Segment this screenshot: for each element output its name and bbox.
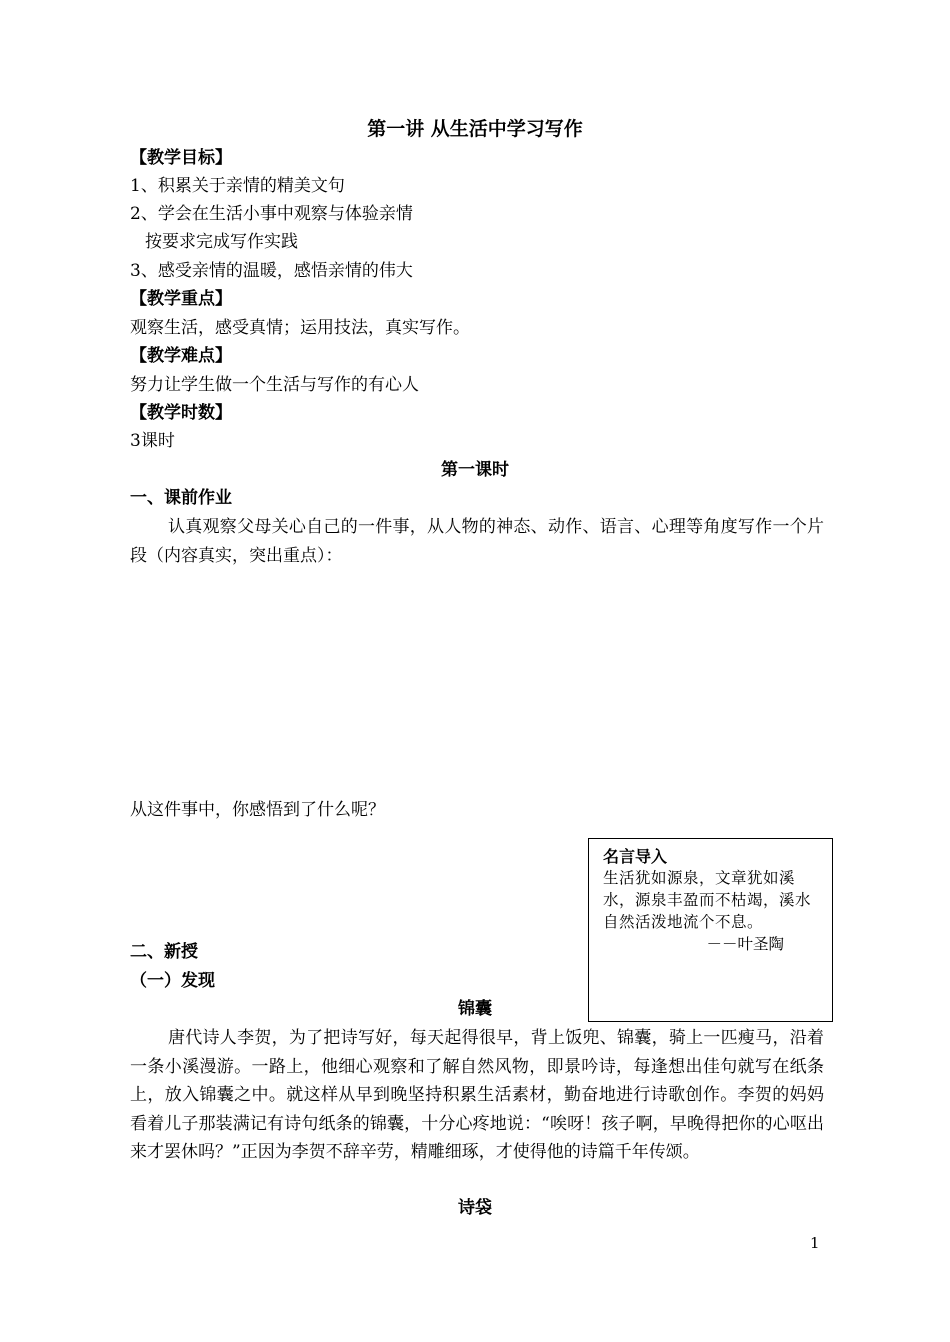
difficulty-text: 努力让学生做一个生活与写作的有心人 bbox=[130, 375, 419, 395]
hours-text: 3课时 bbox=[130, 431, 175, 451]
quote-heading: 名言导入 bbox=[603, 847, 668, 866]
hours-heading: 【教学时数】 bbox=[130, 403, 232, 423]
new-lesson-heading: 二、新授 bbox=[130, 942, 198, 962]
key-text: 观察生活，感受真情；运用技法，真实写作。 bbox=[130, 318, 470, 338]
lesson-heading: 第一课时 bbox=[441, 460, 509, 480]
homework-text: 认真观察父母关心自己的一件事，从人物的神态、动作、语言、心理等角度写作一个片段（内容真实，突出重点）： bbox=[130, 517, 824, 566]
page-number: 1 bbox=[810, 1234, 820, 1252]
goals-heading: 【教学目标】 bbox=[130, 148, 232, 168]
story-1-text: 唐代诗人李贺，为了把诗写好，每天起得很早，背上饭兜、锦囊，骑上一匹瘦马，沿着一条小溪漫游。一路上，他细心观察和了解自然风物，即景吟诗，每逢想出佳句就写在纸条上，放入锦囊之中。就这样从早到晚坚持积累生活素材，勤奋地进行诗歌创作。李贺的妈妈看着儿子那装满记有诗句纸条的锦囊，十分心疼地说：“唉呀！孩子啊，早晚得把你的心呕出来才罢休吗？”正因为李贺不辞辛劳，精雕细琢，才使得他的诗篇千年传颂。 bbox=[130, 1028, 824, 1162]
story-2-title: 诗袋 bbox=[458, 1198, 492, 1218]
goal-1: 1、积累关于亲情的精美文句 bbox=[130, 176, 345, 196]
homework-heading: 一、课前作业 bbox=[130, 488, 232, 508]
key-heading: 【教学重点】 bbox=[130, 289, 232, 309]
reflect-question: 从这件事中，你感悟到了什么呢？ bbox=[130, 800, 385, 820]
story-1-title: 锦囊 bbox=[458, 999, 492, 1019]
quote-text: 生活犹如源泉，文章犹如溪水，源泉丰盈而不枯竭，溪水自然活泼地流个不息。 bbox=[603, 869, 812, 931]
page-title: 第一讲 从生活中学习写作 bbox=[367, 118, 583, 140]
difficulty-heading: 【教学难点】 bbox=[130, 346, 232, 366]
goal-3: 3、感受亲情的温暖，感悟亲情的伟大 bbox=[130, 261, 413, 281]
quote-author: －－叶圣陶 bbox=[706, 935, 784, 953]
discover-heading: （一）发现 bbox=[130, 971, 215, 991]
goal-2: 2、学会在生活小事中观察与体验亲情 bbox=[130, 204, 413, 224]
goal-2-continued: 按要求完成写作实践 bbox=[145, 232, 298, 252]
